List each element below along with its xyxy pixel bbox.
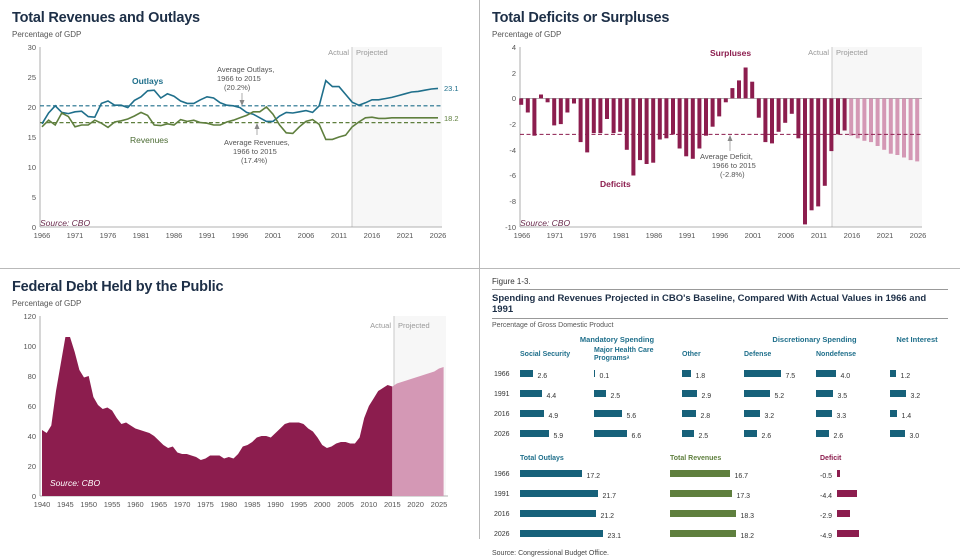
end-value-outlays: 23.1 <box>444 84 459 93</box>
annotation-average-outlays-line1: Average Outlays, <box>217 65 275 74</box>
svg-text:1981: 1981 <box>612 231 630 240</box>
end-value-revenues: 18.2 <box>444 114 459 123</box>
svg-text:1965: 1965 <box>150 500 168 509</box>
svg-text:4: 4 <box>511 43 516 52</box>
svg-text:2001: 2001 <box>264 231 282 240</box>
svg-text:1966: 1966 <box>513 231 531 240</box>
panel-title-revenues-outlays: Total Revenues and Outlays <box>12 10 200 26</box>
summary-row <box>492 524 948 544</box>
svg-text:0: 0 <box>511 94 516 103</box>
group-header-mandatory: Mandatory Spending <box>579 335 655 344</box>
svg-text:2016: 2016 <box>363 231 381 240</box>
cell-health: 5.6 <box>626 413 637 421</box>
figure-number: Figure 1-3. <box>492 277 531 286</box>
svg-text:1966: 1966 <box>33 231 51 240</box>
svg-text:1991: 1991 <box>198 231 216 240</box>
svg-text:-6: -6 <box>509 171 516 180</box>
table-row <box>492 364 948 384</box>
label-projected-deficits: Projected <box>836 48 868 57</box>
svg-text:1976: 1976 <box>99 231 117 240</box>
svg-text:20: 20 <box>27 462 36 471</box>
series-label-outlays: Outlays <box>132 76 164 86</box>
column-header-other: Other <box>682 351 701 359</box>
cell-defense: 5.2 <box>774 393 785 401</box>
cell-net-interest: 1.4 <box>901 413 912 421</box>
summary-row <box>492 504 948 524</box>
summary-year: 2026 <box>494 530 510 538</box>
summary-deficit: -4.4 <box>820 493 833 501</box>
svg-text:1990: 1990 <box>267 500 284 509</box>
column-header-defense: Defense <box>744 351 772 359</box>
annotation-average-deficit-line2: 1966 to 2015 <box>712 161 756 170</box>
summary-deficit: -2.9 <box>820 513 833 521</box>
panel-title-federal-debt: Federal Debt Held by the Public <box>12 279 224 295</box>
annotation-average-revenues-line1: Average Revenues, <box>224 138 290 147</box>
column-header-nondefense: Nondefense <box>816 351 857 359</box>
row-year: 2016 <box>494 410 510 418</box>
row-year: 2026 <box>494 430 510 438</box>
figure-title: Spending and Revenues Projected in CBO's Baseline, Compared With Actual Values in 1966 and 1991 <box>492 289 948 319</box>
group-header-net-interest: Net Interest <box>896 335 938 344</box>
summary-outlays: 23.1 <box>607 533 622 541</box>
summary-table <box>492 454 948 544</box>
svg-text:15: 15 <box>27 133 36 142</box>
axis-label-percentage-gdp: Percentage of GDP <box>12 30 82 39</box>
summary-header-deficit: Deficit <box>820 455 842 463</box>
svg-text:2001: 2001 <box>744 231 762 240</box>
svg-text:40: 40 <box>27 432 36 441</box>
spending-table <box>492 346 948 444</box>
svg-text:2011: 2011 <box>330 231 348 240</box>
svg-text:2006: 2006 <box>297 231 315 240</box>
svg-text:1945: 1945 <box>57 500 74 509</box>
group-header-discretionary: Discretionary Spending <box>772 335 857 344</box>
svg-text:2011: 2011 <box>810 231 828 240</box>
summary-outlays: 21.2 <box>600 513 615 521</box>
svg-text:25: 25 <box>27 73 36 82</box>
chart-federal-debt <box>12 308 468 524</box>
svg-text:1985: 1985 <box>243 500 261 509</box>
svg-text:20: 20 <box>27 103 36 112</box>
svg-text:120: 120 <box>23 312 36 321</box>
svg-text:2016: 2016 <box>843 231 861 240</box>
cell-nondefense: 2.6 <box>833 433 844 441</box>
svg-text:60: 60 <box>27 402 36 411</box>
cell-nondefense: 3.5 <box>837 393 848 401</box>
svg-text:2005: 2005 <box>337 500 354 509</box>
cell-other: 1.8 <box>695 373 706 381</box>
row-year: 1991 <box>494 390 510 398</box>
svg-text:-8: -8 <box>509 197 516 206</box>
summary-revenues: 18.3 <box>740 513 755 521</box>
summary-year: 2016 <box>494 510 510 518</box>
svg-text:1980: 1980 <box>220 500 238 509</box>
label-actual: Actual <box>328 48 349 57</box>
table-row <box>492 404 948 424</box>
cell-health: 2.5 <box>610 393 621 401</box>
annotation-average-outlays-line3: (20.2%) <box>224 83 251 92</box>
svg-text:1995: 1995 <box>290 500 308 509</box>
series-label-revenues: Revenues <box>130 135 169 145</box>
cell-health: 6.6 <box>631 433 642 441</box>
axis-label-percentage-gdp-debt: Percentage of GDP <box>12 299 82 308</box>
svg-text:1976: 1976 <box>579 231 597 240</box>
svg-text:1986: 1986 <box>645 231 663 240</box>
svg-text:2020: 2020 <box>407 500 424 509</box>
cell-social-security: 4.4 <box>546 393 557 401</box>
svg-text:2021: 2021 <box>396 231 414 240</box>
column-header-health: Major Health Care Programsᵃ <box>594 347 654 363</box>
svg-text:1996: 1996 <box>231 231 249 240</box>
svg-text:1986: 1986 <box>165 231 183 240</box>
svg-text:1940: 1940 <box>33 500 51 509</box>
cell-nondefense: 4.0 <box>840 373 851 381</box>
svg-text:2015: 2015 <box>383 500 401 509</box>
label-deficits: Deficits <box>600 179 631 189</box>
cell-net-interest: 3.0 <box>909 433 920 441</box>
cell-social-security: 5.9 <box>553 433 564 441</box>
svg-text:2026: 2026 <box>429 231 447 240</box>
summary-year: 1966 <box>494 470 510 478</box>
summary-deficit: -4.9 <box>820 533 833 541</box>
summary-row <box>492 484 948 504</box>
annotation-average-revenues-line2: 1966 to 2015 <box>233 147 277 156</box>
panel-revenues-outlays <box>0 0 480 269</box>
summary-revenues: 18.2 <box>740 533 755 541</box>
table-row <box>492 424 948 444</box>
cell-nondefense: 3.3 <box>836 413 847 421</box>
label-actual-deficits: Actual <box>808 48 829 57</box>
svg-text:30: 30 <box>27 43 36 52</box>
svg-text:2: 2 <box>511 69 516 78</box>
column-header-social-security: Social Security <box>520 351 571 359</box>
svg-text:1960: 1960 <box>127 500 144 509</box>
cell-net-interest: 1.2 <box>900 373 911 381</box>
svg-text:1970: 1970 <box>173 500 191 509</box>
svg-text:2010: 2010 <box>360 500 378 509</box>
cell-defense: 2.6 <box>761 433 772 441</box>
summary-outlays: 17.2 <box>586 473 601 481</box>
cell-other: 2.8 <box>700 413 711 421</box>
cell-social-security: 2.6 <box>537 373 548 381</box>
figure-subtitle: Percentage of Gross Domestic Product <box>492 322 614 329</box>
svg-text:2000: 2000 <box>313 500 331 509</box>
cell-social-security: 4.9 <box>548 413 559 421</box>
row-year: 1966 <box>494 370 510 378</box>
annotation-average-deficit-line3: (-2.8%) <box>720 170 745 179</box>
summary-header-row <box>492 454 948 464</box>
panel-deficits-surpluses <box>480 0 960 269</box>
source-deficits: Source: CBO <box>520 218 571 228</box>
panel-federal-debt <box>0 269 480 539</box>
svg-text:2025: 2025 <box>430 500 448 509</box>
svg-text:2026: 2026 <box>909 231 927 240</box>
label-projected-debt: Projected <box>398 321 430 330</box>
svg-text:-2: -2 <box>509 120 516 129</box>
svg-text:-10: -10 <box>505 223 516 232</box>
summary-header-total-revenues: Total Revenues <box>670 455 722 463</box>
svg-text:2021: 2021 <box>876 231 894 240</box>
svg-text:10: 10 <box>27 163 36 172</box>
label-projected: Projected <box>356 48 388 57</box>
summary-revenues: 16.7 <box>734 473 749 481</box>
summary-deficit: -0.5 <box>820 473 833 481</box>
svg-text:1955: 1955 <box>103 500 121 509</box>
cell-other: 2.5 <box>698 433 709 441</box>
axis-label-percentage-gdp-deficits: Percentage of GDP <box>492 30 562 39</box>
cell-other: 2.9 <box>701 393 712 401</box>
panel-title-deficits: Total Deficits or Surpluses <box>492 10 670 26</box>
svg-text:1950: 1950 <box>80 500 98 509</box>
source-federal-debt: Source: CBO <box>50 478 101 488</box>
source-revenues-outlays: Source: CBO <box>40 218 91 228</box>
svg-text:5: 5 <box>31 193 36 202</box>
cell-health: 0.1 <box>599 373 610 381</box>
summary-outlays: 21.7 <box>602 493 617 501</box>
summary-row <box>492 464 948 484</box>
cell-defense: 7.5 <box>785 373 796 381</box>
svg-text:1971: 1971 <box>546 231 564 240</box>
svg-text:0: 0 <box>31 492 36 501</box>
svg-text:1971: 1971 <box>66 231 84 240</box>
cell-defense: 3.2 <box>764 413 775 421</box>
annotation-average-deficit-line1: Average Deficit, <box>700 152 753 161</box>
summary-revenues: 17.3 <box>736 493 751 501</box>
label-actual-debt: Actual <box>370 321 391 330</box>
summary-header-total-outlays: Total Outlays <box>520 455 564 463</box>
svg-text:0: 0 <box>31 223 36 232</box>
svg-text:1975: 1975 <box>197 500 214 509</box>
svg-text:80: 80 <box>27 372 36 381</box>
annotation-average-outlays-line2: 1966 to 2015 <box>217 74 261 83</box>
svg-text:1991: 1991 <box>678 231 696 240</box>
cell-net-interest: 3.2 <box>910 393 921 401</box>
summary-year: 1991 <box>494 490 510 498</box>
svg-text:1996: 1996 <box>711 231 729 240</box>
panel-spending-revenues-table <box>480 269 960 557</box>
label-surpluses: Surpluses <box>710 48 752 58</box>
table-row <box>492 384 948 404</box>
svg-text:2006: 2006 <box>777 231 795 240</box>
table-header-row <box>492 346 948 364</box>
source-table: Source: Congressional Budget Office. <box>492 550 609 557</box>
svg-text:1981: 1981 <box>132 231 150 240</box>
annotation-average-revenues-line3: (17.4%) <box>241 156 268 165</box>
svg-text:100: 100 <box>23 342 36 351</box>
svg-text:-4: -4 <box>509 146 516 155</box>
